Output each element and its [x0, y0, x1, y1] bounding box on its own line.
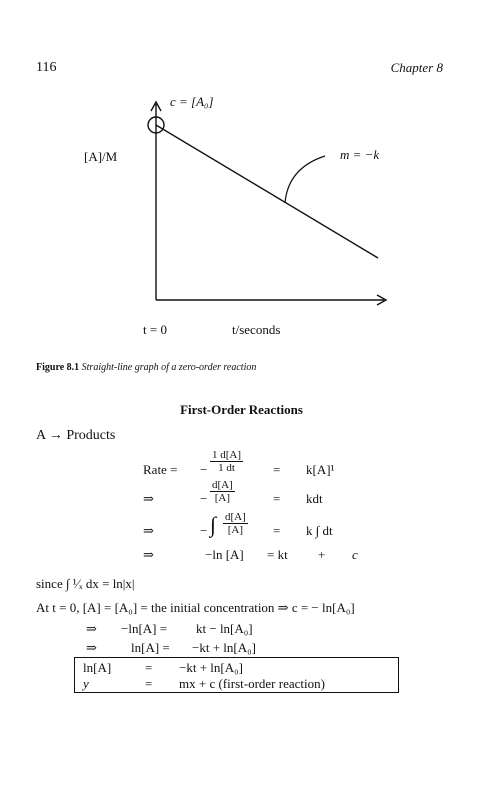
section-heading: First-Order Reactions	[180, 402, 303, 417]
chapter-title: Chapter 8	[390, 60, 443, 75]
intercept-label: c = [A₀]	[170, 94, 214, 109]
implies-5: ⇒	[86, 640, 97, 655]
since-line: since ∫ ¹⁄ₓ dx = ln|x|	[36, 576, 135, 591]
equals-sign-2: =	[273, 491, 281, 506]
eq4-lhs: −ln [A]	[205, 547, 244, 562]
figure-caption-text: Straight-line graph of a zero-order reaction	[81, 362, 257, 373]
implies-4: ⇒	[86, 621, 97, 636]
origin-label: t = 0	[143, 322, 167, 337]
step1-lhs: −ln[A] =	[121, 621, 168, 636]
page-number: 116	[36, 60, 57, 75]
slope-label: m = −k	[340, 147, 380, 162]
box-row2-eq: =	[145, 676, 153, 691]
rate-fraction-numerator: 1 d[A]	[212, 449, 242, 461]
equals-sign-1: =	[273, 462, 281, 477]
eq3-fraction	[223, 511, 248, 536]
figure-number: Figure 8.1	[36, 362, 80, 373]
initial-condition-line: At t = 0, [A] = [A₀] = the initial concentration ⇒ c = − ln[A₀]	[36, 600, 355, 615]
eq2-denominator: [A]	[214, 492, 231, 504]
implies-3: ⇒	[143, 547, 154, 562]
figure-caption	[36, 362, 256, 373]
box-row2-rhs: mx + c (first-order reaction)	[179, 676, 325, 691]
eq4-constant: c	[352, 547, 358, 562]
equals-sign-3: =	[273, 523, 281, 538]
box-row1-rhs: −kt + ln[A₀]	[179, 660, 243, 675]
eq4-plus: +	[318, 547, 326, 562]
implies-1: ⇒	[143, 491, 154, 506]
rate-fraction	[210, 449, 243, 474]
data-line	[156, 125, 378, 258]
step1-rhs: kt − ln[A₀]	[196, 621, 253, 636]
box-row1-eq: =	[145, 660, 153, 675]
eq4-rhs: = kt	[267, 547, 288, 562]
eq2-fraction	[210, 479, 235, 504]
rate-word: Rate =	[143, 462, 178, 477]
boxed-result	[74, 657, 399, 693]
eq3-rhs: k ∫ dt	[306, 523, 333, 538]
integral-sign: ∫	[210, 512, 217, 537]
eq3-denominator: [A]	[227, 524, 244, 536]
slope-pointer-arc	[285, 156, 325, 203]
eq3-numerator: d[A]	[225, 511, 246, 523]
eq2-numerator: d[A]	[212, 479, 233, 491]
x-axis-label: t/seconds	[232, 322, 281, 337]
eq2-minus: −	[200, 491, 208, 506]
box-row2-lhs: y	[83, 676, 89, 691]
eq2-rhs: kdt	[306, 491, 323, 506]
eq3-minus: −	[200, 523, 208, 538]
eq1-rhs: k[A]¹	[306, 462, 335, 477]
step2-rhs: −kt + ln[A₀]	[192, 640, 256, 655]
rate-minus: −	[200, 462, 208, 477]
step2-lhs: ln[A] =	[131, 640, 170, 655]
implies-2: ⇒	[143, 523, 154, 538]
box-row1-lhs: ln[A]	[83, 660, 112, 675]
y-axis-label: [A]/M	[84, 149, 118, 164]
rate-fraction-denominator: 1 dt	[218, 462, 235, 474]
reaction-equation: A → Products	[36, 428, 116, 443]
